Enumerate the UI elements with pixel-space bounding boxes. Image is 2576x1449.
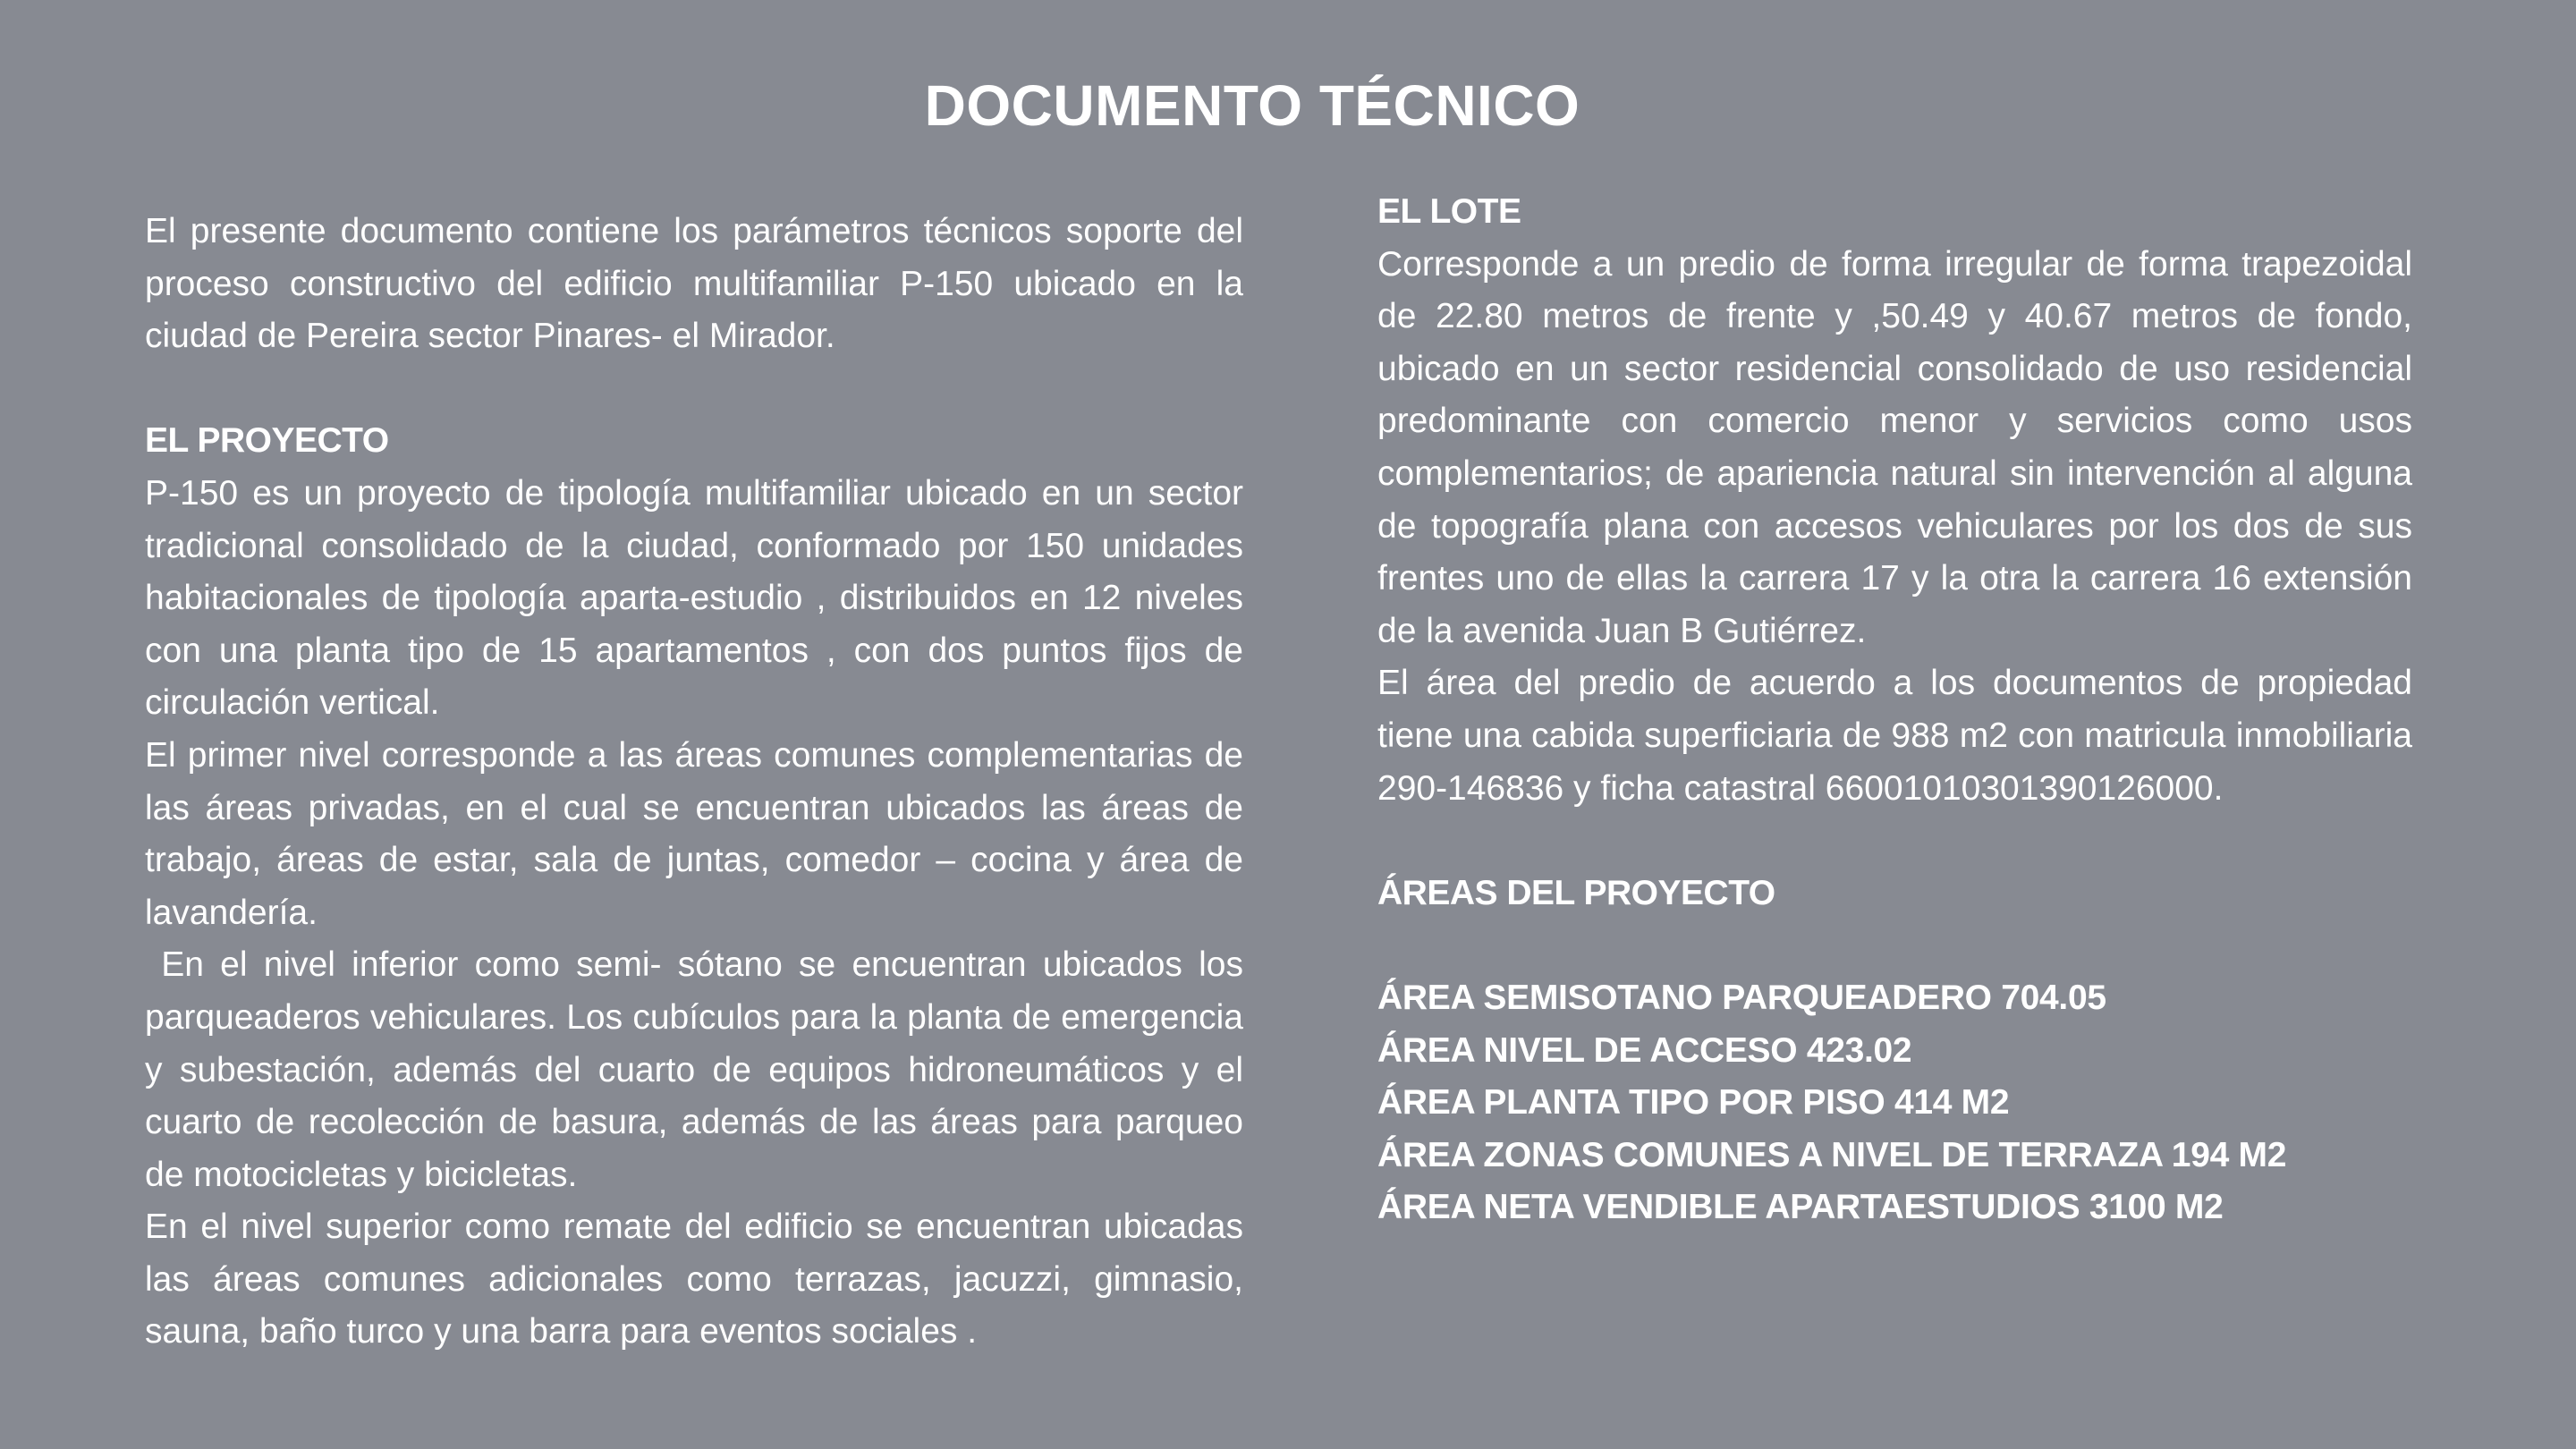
left-column bbox=[145, 206, 1253, 1359]
area-item-nivel-acceso: ÁREA NIVEL DE ACCESO 423.02 bbox=[1377, 1030, 1912, 1070]
proyecto-paragraph-1: P-150 es un proyecto de tipología multifamiliar ubicado en un sector tradicional consolidado de la ciudad, conformado por 150 unidades habitacionales de tipología aparta-estudio , distribuidos en 12 niveles con una planta tipo de 15 apartamentos , con dos puntos fijos de circulación vertical. bbox=[145, 473, 1243, 723]
proyecto-paragraph-4: En el nivel superior como remate del edificio se encuentran ubicadas las áreas comunes adicionales como terrazas, jacuzzi, gimnasio, sauna, baño turco y una barra para eventos sociales . bbox=[145, 1208, 1243, 1352]
area-item-zonas-comunes: ÁREA ZONAS COMUNES A NIVEL DE TERRAZA 194 M2 bbox=[1377, 1135, 2287, 1174]
spacer bbox=[145, 363, 1243, 416]
proyecto-paragraph-3: En el nivel inferior como semi- sótano se encuentran ubicados los parqueaderos vehiculares. Los cubículos para la planta de emergencia y subestación, además del cuarto de equipos hidroneumáticos y el cuarto de recolección de basura, además de las áreas para parqueo de motocicletas y bicicletas. bbox=[145, 945, 1253, 1194]
page-title: DOCUMENTO TÉCNICO bbox=[924, 73, 1580, 138]
area-item-planta-tipo: ÁREA PLANTA TIPO POR PISO 414 M2 bbox=[1377, 1083, 2010, 1123]
right-column bbox=[1377, 186, 2412, 1234]
area-item-neta-vendible: ÁREA NETA VENDIBLE APARTAESTUDIOS 3100 M2 bbox=[1377, 1188, 2224, 1227]
areas-section bbox=[1377, 868, 2412, 1234]
lote-section bbox=[1377, 186, 2412, 815]
spacer bbox=[1377, 815, 2412, 868]
areas-heading: ÁREAS DEL PROYECTO bbox=[1377, 873, 1775, 912]
proyecto-section bbox=[145, 415, 1253, 1359]
lote-paragraph-2: El área del predio de acuerdo a los documentos de propiedad tiene una cabida superficiaria de 988 m2 con matricula inmobiliaria 290-146836 y ficha catastral 66001010301390126000. bbox=[1377, 664, 2412, 808]
intro-paragraph: El presente documento contiene los parámetros técnicos soporte del proceso constructivo del edificio multifamiliar P-150 ubicado en la ciudad de Pereira sector Pinares- el Mirador. bbox=[145, 212, 1243, 356]
lote-heading: EL LOTE bbox=[1377, 192, 1521, 231]
proyecto-paragraph-2: El primer nivel corresponde a las áreas comunes complementarias de las áreas privadas, en el cual se encuentran ubicados las áreas de trabajo, áreas de estar, sala de juntas, comedor – cocina y área de lavandería. bbox=[145, 735, 1243, 932]
spacer bbox=[1377, 919, 2412, 972]
lote-paragraph-1: Corresponde a un predio de forma irregular de forma trapezoidal de 22.80 metros de frente y ,50.49 y 40.67 metros de fondo, ubicado en un sector residencial consolidado de uso residencial predominante con comercio menor y servicios como usos complementarios; de apariencia natural sin intervención al alguna de topografía plana con accesos vehiculares por los dos de sus frentes uno de ellas la carrera 17 y la otra la carrera 16 extensión de la avenida Juan B Gutiérrez. bbox=[1377, 244, 2412, 650]
area-item-semisotano: ÁREA SEMISOTANO PARQUEADERO 704.05 bbox=[1377, 978, 2106, 1017]
proyecto-heading: EL PROYECTO bbox=[145, 421, 389, 461]
areas-list bbox=[1377, 972, 2412, 1234]
